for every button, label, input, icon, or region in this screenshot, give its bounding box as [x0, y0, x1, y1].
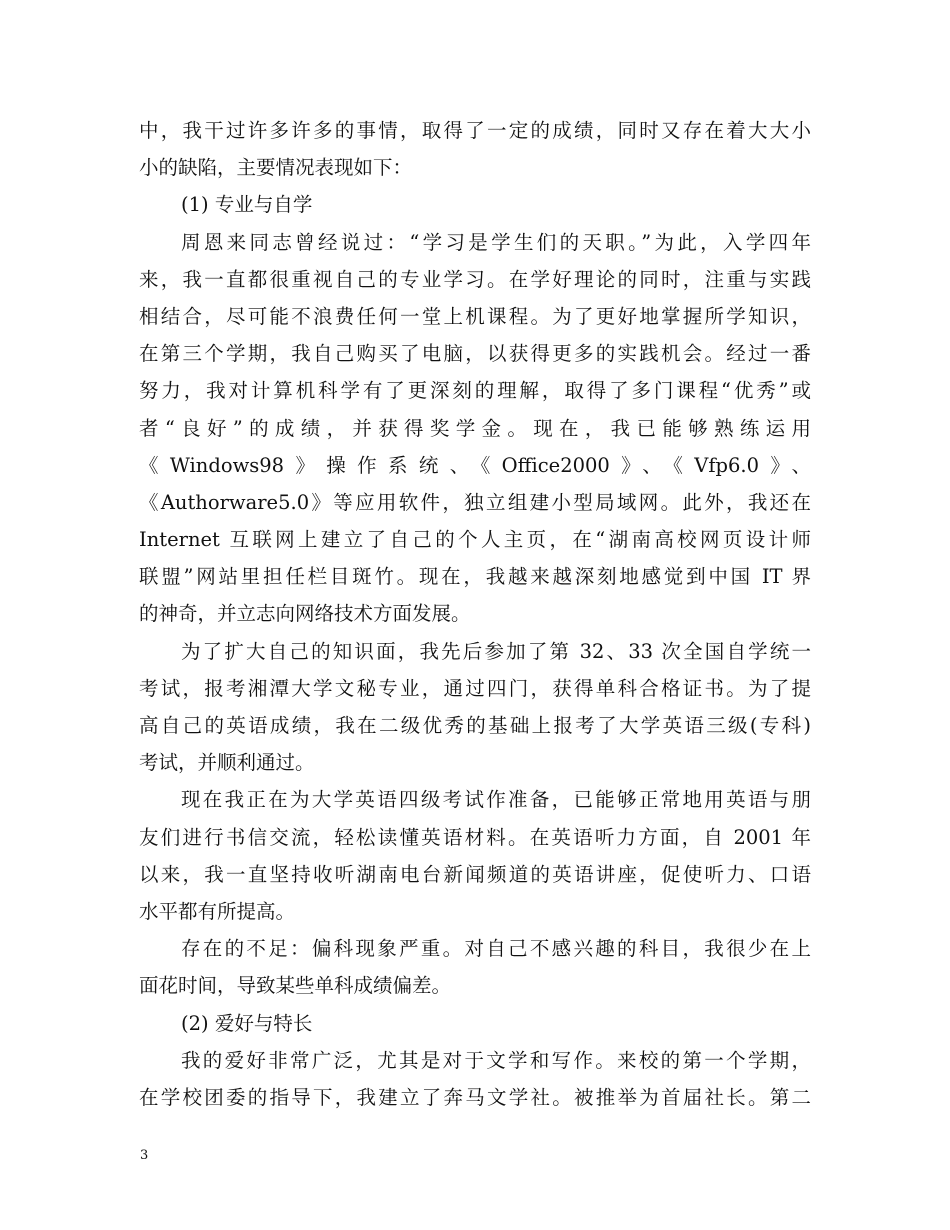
text-line: 考试，报考湘潭大学文秘专业，通过四门，获得单科合格证书。为了提: [139, 676, 811, 700]
text-line: 存在的不足：偏科现象严重。对自己不感兴趣的科目，我很少在上: [181, 937, 811, 961]
text-line: 水平都有所提高。: [139, 899, 296, 923]
text-line: 面花时间，导致某些单科成绩偏差。: [139, 974, 452, 998]
text-line: 我的爱好非常广泛，尤其是对于文学和写作。来校的第一个学期，: [181, 1048, 811, 1072]
text-line: 中，我干过许多许多的事情，取得了一定的成绩，同时又存在着大大小: [139, 119, 811, 142]
page-number: 3: [140, 1148, 149, 1163]
text-line: 现在我正在为大学英语四级考试作准备，已能够正常地用英语与朋: [181, 788, 811, 812]
text-line: 高自己的英语成绩，我在二级优秀的基础上报考了大学英语三级(专科): [139, 714, 811, 737]
text-line: 努力，我对计算机科学有了更深刻的理解，取得了多门课程“优秀”或: [139, 379, 811, 403]
text-line: 的神奇，并立志向网络技术方面发展。: [139, 602, 471, 626]
text-line: 者“良好”的成绩，并获得奖学金。现在，我已能够熟练运用: [139, 416, 811, 440]
text-line: 在学校团委的指导下，我建立了奔马文学社。被推举为首届社长。第二: [139, 1085, 811, 1109]
text-line: (1) 专业与自学: [181, 193, 313, 217]
text-line: 《Authorware5.0》等应用软件，独立组建小型局域网。此外，我还在: [139, 490, 811, 514]
text-line: 在第三个学期，我自己购买了电脑，以获得更多的实践机会。经过一番: [139, 342, 811, 366]
text-line: 联盟”网站里担任栏目斑竹。现在，我越来越深刻地感觉到中国 IT 界: [139, 565, 811, 589]
text-line: 友们进行书信交流，轻松读懂英语材料。在英语听力方面，自 2001 年: [139, 825, 811, 849]
text-line: (2) 爱好与特长: [181, 1011, 313, 1035]
text-line: 周恩来同志曾经说过：“学习是学生们的天职。”为此，入学四年: [181, 230, 811, 254]
text-line: 为了扩大自己的知识面，我先后参加了第 32、33 次全国自学统一: [181, 639, 811, 663]
text-line: 考试，并顺利通过。: [139, 751, 315, 775]
text-line: 小的缺陷，主要情况表现如下：: [139, 156, 413, 180]
text-line: 《Windows98》操作系统、《Office2000》、《Vfp6.0》、: [139, 453, 811, 477]
text-line: 来，我一直都很重视自己的专业学习。在学好理论的同时，注重与实践: [139, 267, 811, 291]
text-line: 以来，我一直坚持收听湖南电台新闻频道的英语讲座，促使听力、口语: [139, 862, 811, 886]
text-line: Internet 互联网上建立了自己的个人主页，在“湖南高校网页设计师: [139, 528, 811, 552]
document-body: [139, 112, 811, 1116]
text-line: 相结合，尽可能不浪费任何一堂上机课程。为了更好地掌握所学知识，: [139, 304, 811, 328]
